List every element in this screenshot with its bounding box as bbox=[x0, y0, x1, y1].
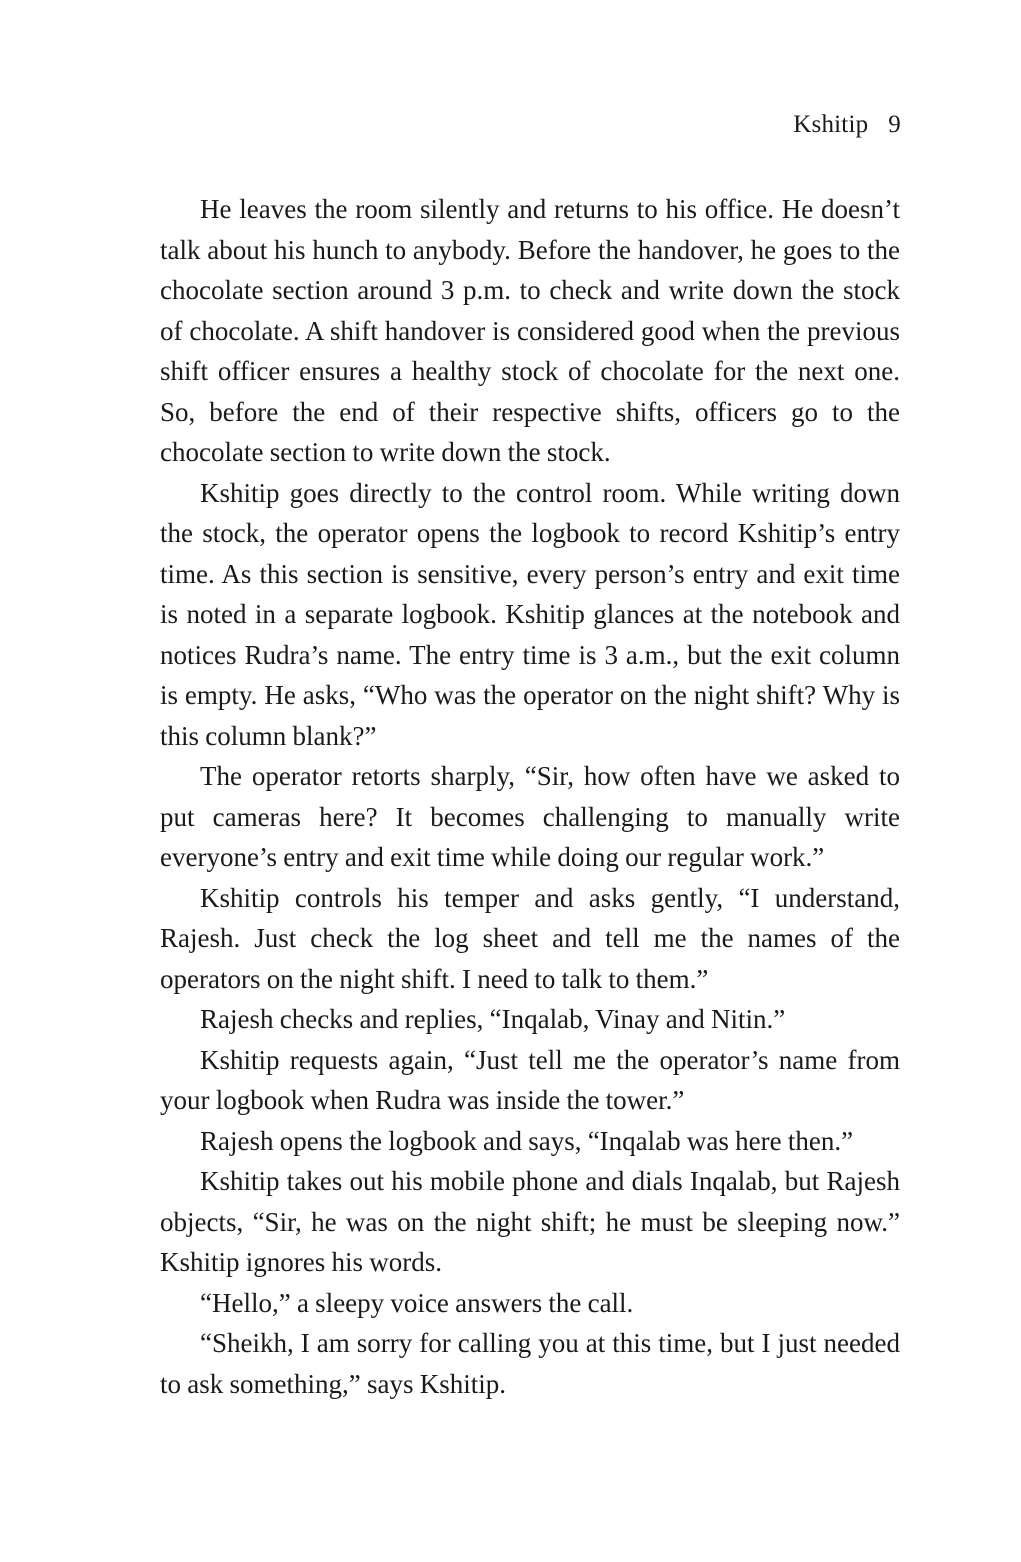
paragraph: The operator retorts sharply, “Sir, how often have we asked to put cameras here? It becomes challenging to manually write everyone’s entry and exit time while doing our regular work.” bbox=[160, 761, 900, 872]
paragraph: Kshitip requests again, “Just tell me the operator’s name from your logbook when Rudra was inside the tower.” bbox=[160, 1044, 900, 1115]
paragraph: Kshitip goes directly to the control room. While writing down the stock, the operator opens the logbook to record Kshitip’s entry time. As this section is sensitive, every person’s entry and exit time is noted in a separate logbook. Kshitip glances at the notebook and notices Rudra’s name. The entry time is 3 a.m., but the exit column is empty. He asks, “Who was the operator on the night shift? Why is this column blank?” bbox=[160, 477, 900, 751]
paragraph: Rajesh opens the logbook and says, “Inqalab was here then.” bbox=[200, 1125, 854, 1156]
body-text bbox=[160, 189, 900, 1404]
paragraph: Rajesh checks and replies, “Inqalab, Vinay and Nitin.” bbox=[200, 1004, 786, 1034]
paragraph: Kshitip controls his temper and asks gently, “I understand, Rajesh. Just check the log sheet and tell me the names of the operators on the night shift. I need to talk to them.” bbox=[160, 882, 900, 994]
running-head bbox=[793, 108, 901, 142]
page-number: 9 bbox=[888, 111, 901, 138]
paragraph: Kshitip takes out his mobile phone and dials Inqalab, but Rajesh objects, “Sir, he was on the night shift; he must be sleeping now.” Kshitip ignores his words. bbox=[160, 1166, 900, 1277]
paragraph: “Hello,” a sleepy voice answers the call. bbox=[200, 1287, 634, 1318]
paragraph: “Sheikh, I am sorry for calling you at this time, but I just needed to ask something,” says Kshitip. bbox=[160, 1328, 900, 1399]
paragraph: He leaves the room silently and returns to his office. He doesn’t talk about his hunch to anybody. Before the handover, he goes to the chocolate section around 3 p.m. to check and write down the stock of chocolate. A shift handover is considered good when the previous shift officer ensures a healthy stock of chocolate for the next one. So, before the end of their respective shifts, officers go to the chocolate section to write down the stock. bbox=[160, 194, 900, 467]
running-head-title: Kshitip bbox=[793, 111, 869, 138]
